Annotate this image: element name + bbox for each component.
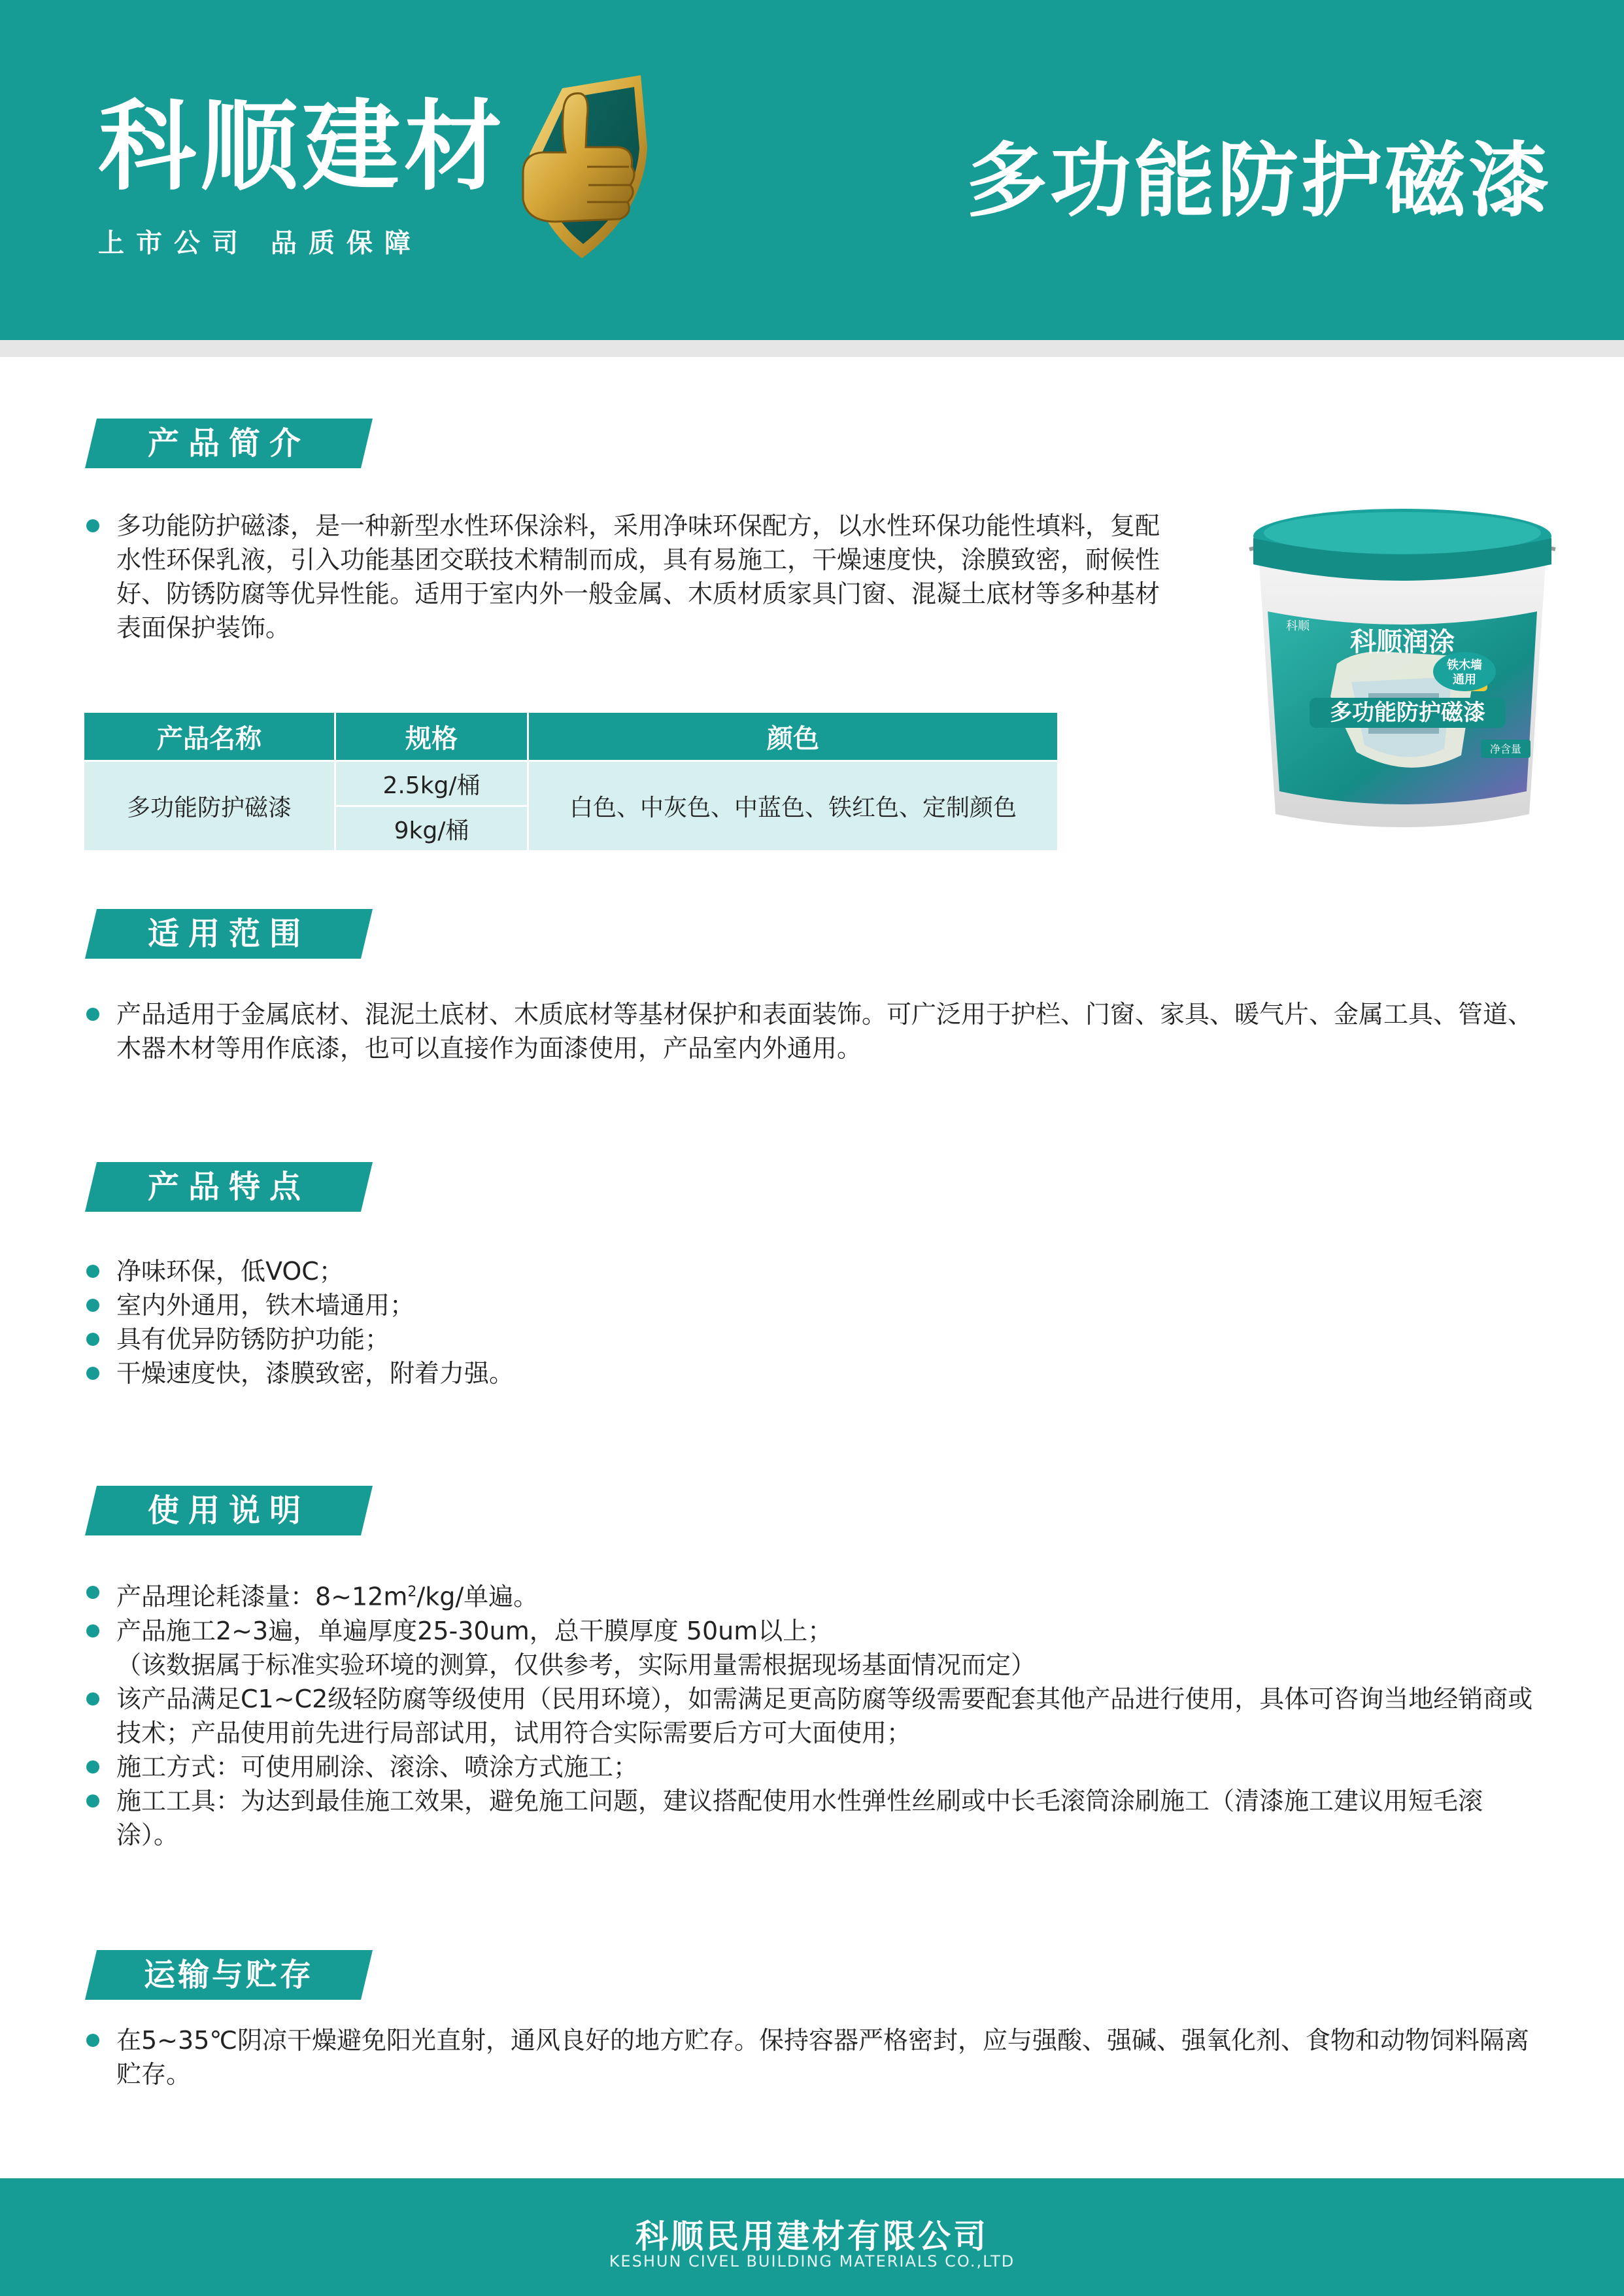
header-divider [0,340,1624,357]
company-name-en: KESHUN CIVEL BUILDING MATERIALS CO.,LTD [609,2252,1015,2270]
usage-tools: 施工工具：为达到最佳施工效果，避免施工问题，建议搭配使用水性弹性丝刷或中长毛滚筒涂刷施工（清漆施工建议用短毛滚涂）。 [85,1784,1543,1852]
section-heading-label: 产品特点 [147,1169,310,1205]
features-list [85,1254,1543,1390]
bucket-net-content: 净含量 [1489,743,1522,755]
section-heading-label: 产品简介 [147,425,310,462]
brand-slogan: 上市公司 品质保障 [98,228,422,258]
section-heading-usage [85,1486,373,1535]
storage-list [85,2023,1543,2091]
table-header-spec: 规格 [335,712,528,761]
section-heading-scope [85,909,373,959]
section-heading-intro [85,419,373,468]
list-item: 干燥速度快，漆膜致密，附着力强。 [85,1356,1543,1390]
scope-list [85,997,1543,1065]
bucket-label: 多功能防护磁漆 [1330,700,1485,726]
company-name-cn: 科顺民用建材有限公司 [635,2218,989,2255]
product-title: 多功能防护磁漆 [966,134,1552,228]
usage-coverage: 产品理论耗漆量：$8\sim 12m^2/kg/$单遍。 [85,1575,1543,1614]
table-cell-product: 多功能防护磁漆 [84,761,335,851]
spec-table [82,711,1059,852]
intro-text: 多功能防护磁漆，是一种新型水性环保涂料，采用净味环保配方，以水性环保功能性填料，复配水性环保乳液，引入功能基团交联技术精制而成，具有易施工，干燥速度快，涂膜致密，耐候性好、防锈防腐等优异性能。适用于室内外一般金属、木质材质家具门窗、混凝土底材等多种基材表面保护装饰。 [85,509,1170,645]
list-item: 净味环保，低VOC； [85,1254,1543,1288]
usage-grade: 该产品满足C1~C2级轻防腐等级使用（民用环境），如需满足更高防腐等级需要配套其他产品进行使用，具体可咨询当地经销商或技术；产品使用前先进行局部试用，试用符合实际需要后方可大面使用； [85,1682,1543,1750]
paint-bucket-image [1239,500,1566,840]
table-cell-colors: 白色、中灰色、中蓝色、铁红色、定制颜色 [528,761,1058,851]
usage-coats: 产品施工2~3遍，单遍厚度25-30um，总干膜厚度 50um以上； [85,1614,1543,1648]
bucket-tag-line1: 铁木墙 [1447,659,1482,672]
usage-note: （该数据属于标准实验环境的测算，仅供参考，实际用量需根据现场基面情况而定） [116,1650,1036,1679]
usage-list [85,1575,1543,1852]
scope-text: 产品适用于金属底材、混泥土底材、木质底材等基材保护和表面装饰。可广泛用于护栏、门窗、家具、暖气片、金属工具、管道、木器木材等用作底漆，也可以直接作为面漆使用，产品室内外通用。 [85,997,1543,1065]
thumbs-up-shield-icon [503,62,654,271]
table-cell-spec: 2.5kg/桶 [335,761,528,806]
section-heading-features [85,1162,373,1212]
table-cell-spec: 9kg/桶 [335,806,528,851]
storage-text: 在5~35℃阴凉干燥避免阳光直射，通风良好的地方贮存。保持容器严格密封，应与强酸、强碱、强氧化剂、食物和动物饲料隔离贮存。 [85,2023,1543,2091]
list-item: 具有优异防锈防护功能； [85,1322,1543,1356]
table-header-name: 产品名称 [84,712,335,761]
usage-method: 施工方式：可使用刷涂、滚涂、喷涂方式施工； [85,1750,1543,1784]
brand-name: 科顺建材 [98,90,507,204]
bucket-logo-text: 科顺 [1286,619,1310,633]
section-heading-label: 使用说明 [147,1492,310,1529]
section-heading-label: 运输与贮存 [143,1957,314,1993]
section-heading-label: 适用范围 [147,916,310,952]
section-heading-storage [85,1950,373,2000]
bucket-brand: 科顺润涂 [1350,627,1455,657]
intro-list [85,509,1170,645]
list-item: 室内外通用，铁木墙通用； [85,1288,1543,1322]
bucket-tag-line2: 通用 [1453,673,1476,687]
table-header-color: 颜色 [528,712,1058,761]
